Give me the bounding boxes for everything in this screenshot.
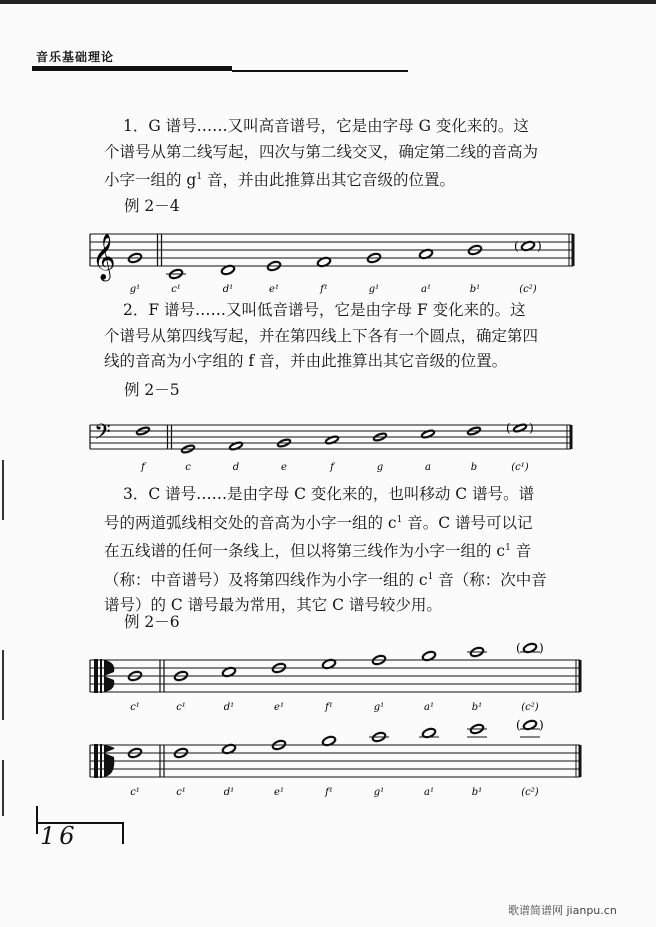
- note-label: (c²): [519, 284, 537, 295]
- note-label: g¹: [373, 702, 385, 713]
- note-label: c¹: [176, 787, 186, 798]
- note-label: g¹: [368, 284, 380, 295]
- note-label: e: [281, 462, 287, 473]
- staff-alto-clef: [90, 641, 580, 713]
- note-label: c¹: [171, 284, 181, 295]
- parenthesis: (: [516, 718, 521, 732]
- note-label: e¹: [274, 702, 284, 713]
- paragraph-line: 2．F 谱号……又叫低音谱号，它是由字母 F 变化来的。这: [123, 301, 526, 319]
- note-label: g: [376, 462, 384, 473]
- paragraph-line: 音（称：次中音: [433, 570, 547, 589]
- superscript: 1: [196, 172, 203, 182]
- staff-bass-clef: [90, 420, 571, 473]
- note-label: g¹: [373, 787, 385, 798]
- paragraph-line: 在五线谱的任何一条线上，但以将第三线作为小字一组的 c: [104, 542, 506, 561]
- note-label: (c¹): [511, 462, 529, 473]
- page-number: 16: [40, 822, 79, 850]
- paragraph-line: 3．C 谱号……是由字母 C 变化来的，也叫移动 C 谱号。谱: [123, 485, 535, 503]
- parenthesis: ): [529, 421, 534, 435]
- paragraph-line: 音。C 谱号可以记: [402, 513, 533, 532]
- note-label: a¹: [424, 787, 434, 798]
- note-label: b¹: [469, 284, 481, 295]
- note-label: d: [232, 462, 240, 473]
- paragraph-line: 个谱号从第四线写起，并在第四线上下各有一个圆点，确定第四: [104, 326, 539, 345]
- note-label: b¹: [471, 787, 483, 798]
- note-label: c: [185, 462, 191, 473]
- note-label: d¹: [222, 284, 234, 295]
- footer-rule-right: [122, 822, 124, 844]
- staff-tenor-clef: [90, 718, 580, 798]
- treble-clef-icon: 𝄞: [92, 234, 116, 280]
- parenthesis: (: [514, 239, 519, 253]
- paragraph-line: 线的音高为小字组的 f 音，并由此推算出其它音级的位置。: [104, 352, 508, 370]
- parenthesis: (: [506, 421, 511, 435]
- paragraph-line: 谱号）的 C 谱号最为常用，其它 C 谱号较少用。: [104, 596, 442, 615]
- note-label: d¹: [223, 787, 235, 798]
- note-label: g¹: [129, 284, 141, 295]
- superscript: 1: [505, 543, 511, 554]
- paragraph-line: 音: [510, 542, 532, 561]
- parenthesis: ): [537, 239, 542, 253]
- note-label: a¹: [421, 284, 431, 295]
- note-label: f¹: [325, 702, 333, 713]
- note-label: f: [141, 462, 145, 473]
- example-label: 例 2－6: [124, 613, 180, 631]
- paragraph-line: 号的两道弧线相交处的音高为小字一组的 c: [104, 513, 397, 532]
- note-label: b: [470, 462, 478, 473]
- note-label: e¹: [274, 787, 284, 798]
- note-label: a¹: [424, 702, 434, 713]
- parenthesis: ): [539, 641, 544, 655]
- paragraph-line: （称：中音谱号）及将第四线作为小字一组的 c: [104, 570, 428, 589]
- bass-clef-icon: 𝄢: [94, 420, 111, 450]
- example-label: 例 2－5: [124, 381, 180, 399]
- watermark: 歌谱简谱网 jianpu.cn: [508, 904, 617, 917]
- parenthesis: (: [516, 641, 521, 655]
- note-label: c¹: [130, 702, 140, 713]
- footer-rule-left: [36, 806, 38, 834]
- note-label: a: [425, 462, 431, 473]
- note-label: f: [330, 462, 334, 473]
- note-label: c¹: [176, 702, 186, 713]
- running-title: 音乐基础理论: [36, 50, 115, 64]
- note-label: c¹: [130, 787, 140, 798]
- c-clef-icon: [94, 744, 114, 778]
- note-label: d¹: [223, 702, 235, 713]
- paragraph-line: 小字一组的 g: [104, 171, 197, 190]
- note-label: (c²): [521, 787, 539, 798]
- note-label: b¹: [471, 702, 483, 713]
- paragraph-line: 1．G 谱号……又叫高音谱号，它是由字母 G 变化来的。这: [123, 117, 529, 135]
- note-label: (c²): [521, 702, 539, 713]
- paragraph-line: 音，并由此推算出其它音级的位置。: [202, 171, 456, 190]
- paragraph-line: 个谱号从第二线写起，四次与第二线交叉，确定第二线的音高为: [104, 142, 539, 161]
- staff-treble-clef: [90, 234, 573, 295]
- note-label: f¹: [320, 284, 328, 295]
- parenthesis: ): [539, 718, 544, 732]
- note-label: f¹: [325, 787, 333, 798]
- superscript: 1: [427, 571, 434, 582]
- note-label: e¹: [269, 284, 279, 295]
- superscript: 1: [396, 514, 403, 525]
- example-label: 例 2－4: [124, 197, 180, 215]
